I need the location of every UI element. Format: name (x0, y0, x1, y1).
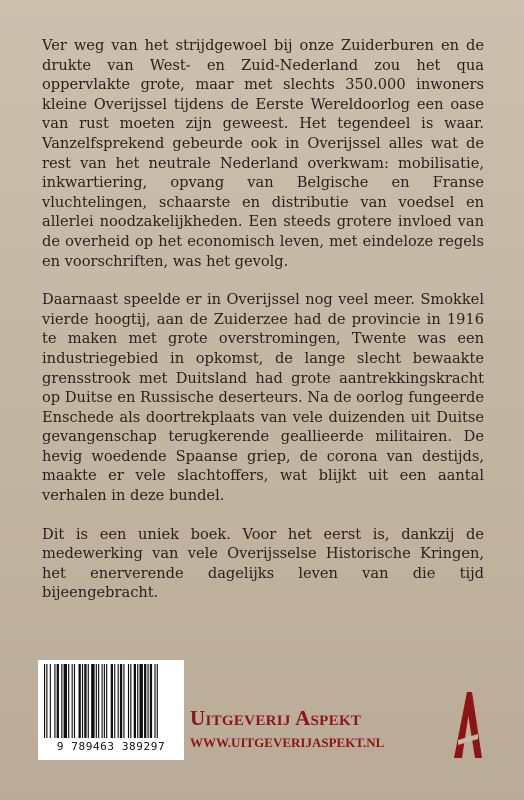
barcode (38, 660, 184, 760)
publisher-name: Uitgeverij Aspekt (190, 706, 362, 730)
publisher-website[interactable]: WWW.UITGEVERIJASPEKT.NL (190, 735, 385, 750)
blurb-paragraph-2: Daarnaast speelde er in Overijssel nog veel meer. Smokkel vierde hoogtij, aan de Zuiderzee had de provincie in 1916 te maken met grote overstromingen, Twente was een industriegebied in opkomst, de lange slecht bewaakte grensstrook met Duitsland had grote aantrekkingskracht op Duitse en Russische deserteurs. Na de oorlog fungeerde Enschede als doortrekplaats van vele duizenden uit Duitse gevangenschap terugkerende geallieerde militairen. De hevig woedende Spaanse griep, de corona van destijds, maakte er vele slachtoffers, wat blijkt uit een aantal verhalen in deze bundel. (42, 291, 484, 505)
blurb-text (42, 36, 484, 622)
aspekt-logo-icon (448, 688, 486, 760)
blurb-paragraph-1: Ver weg van het strijdgewoel bij onze Zuiderburen en de drukte van West- en Zuid-Nederland zou het qua oppervlakte grote, maar met slechts 350.000 inwoners kleine Overijssel tijdens de Eerste Wereldoorlog een oase van rust moeten zijn geweest. Het tegendeel is waar. Vanzelfsprekend gebeurde ook in Overijssel alles wat de rest van het neutrale Nederland overkwam: mobilisatie, inkwartiering, opvang van Belgische en Franse vluchtelingen, schaarste en distributie van voedsel en allerlei noodzakelijkheden. Een steeds grotere invloed van de overheid op het economisch leven, met eindeloze regels en voorschriften, was het gevolg. (42, 37, 484, 270)
isbn-number: 9 789463 389297 (56, 740, 166, 753)
barcode-bars (42, 664, 180, 740)
blurb-paragraph-3: Dit is een uniek boek. Voor het eerst is, dankzij de medewerking van vele Overijsselse Historische Kringen, het enerverende dagelijks leven van die tijd bijeengebracht. (42, 525, 484, 602)
